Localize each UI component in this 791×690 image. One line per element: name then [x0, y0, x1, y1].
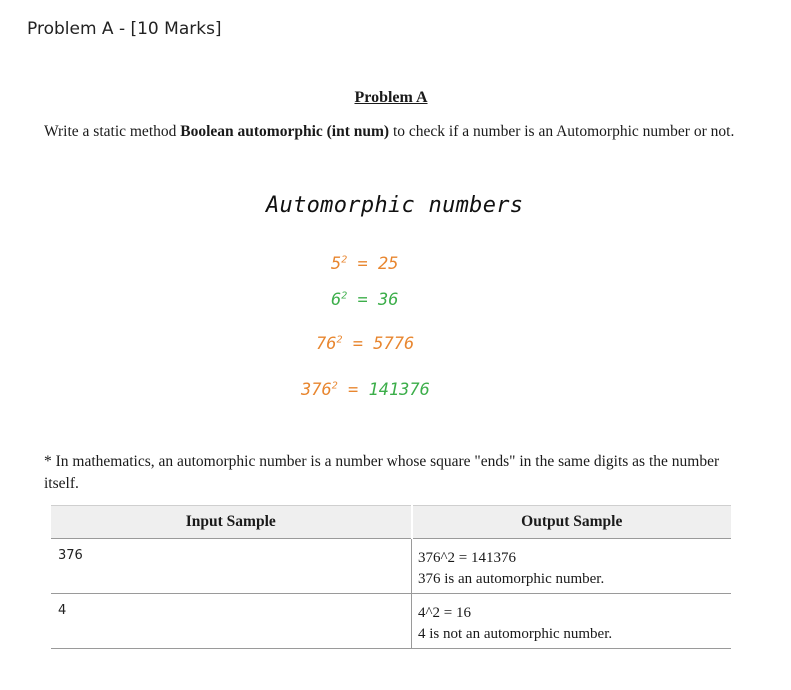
input-cell: 376 — [51, 539, 412, 594]
equation-1: $5^2 = 25$ — [331, 254, 399, 274]
output-cell — [412, 594, 732, 649]
output-cell — [412, 539, 732, 594]
equation-exponent: 2 — [341, 290, 348, 302]
output-line: 376 is an automorphic number. — [418, 571, 605, 587]
output-line: 376^2 = 141376 — [418, 550, 516, 566]
table-row — [51, 594, 731, 649]
definition-note: * In mathematics, an automorphic number is a number whose square "ends" in the same digits as the number itself. — [44, 453, 720, 492]
equation-exponent: 2 — [341, 254, 348, 266]
equation-result: 25 — [378, 254, 399, 274]
equation-exponent: 2 — [331, 380, 338, 392]
equation-exponent: 2 — [336, 334, 343, 346]
figure-title: Automorphic numbers — [266, 193, 524, 218]
output-line: 4^2 = 16 — [418, 605, 471, 621]
equation-result: 141376 — [368, 380, 430, 400]
equation-base: 6 — [331, 290, 342, 310]
equation-base: 376 — [301, 380, 332, 400]
problem-title: Problem A — [354, 89, 428, 106]
table-header-row — [51, 506, 731, 539]
sample-table — [51, 505, 731, 649]
output-sample-header: Output Sample — [412, 506, 732, 539]
problem-description — [44, 121, 744, 143]
equation-result: 36 — [378, 290, 399, 310]
equation-result: 5776 — [373, 334, 415, 354]
equation-2: $6^2 = 36$ — [331, 290, 399, 310]
description-text-start: Write a static method — [44, 123, 181, 140]
equation-4: $376^2 = 141376$ — [301, 380, 430, 400]
equation-3: $76^2 = 5776$ — [316, 334, 415, 354]
table-row — [51, 539, 731, 594]
output-line: 4 is not an automorphic number. — [418, 626, 613, 642]
description-text-end: to check if a number is an Automorphic number or not. — [389, 123, 735, 140]
section-header: Problem A - [10 Marks] — [27, 19, 222, 39]
equation-base: 5 — [331, 254, 342, 274]
method-signature: Boolean automorphic (int num) — [180, 123, 390, 140]
equation-base: 76 — [316, 334, 337, 354]
input-sample-header: Input Sample — [51, 506, 412, 539]
input-cell: 4 — [51, 594, 412, 649]
